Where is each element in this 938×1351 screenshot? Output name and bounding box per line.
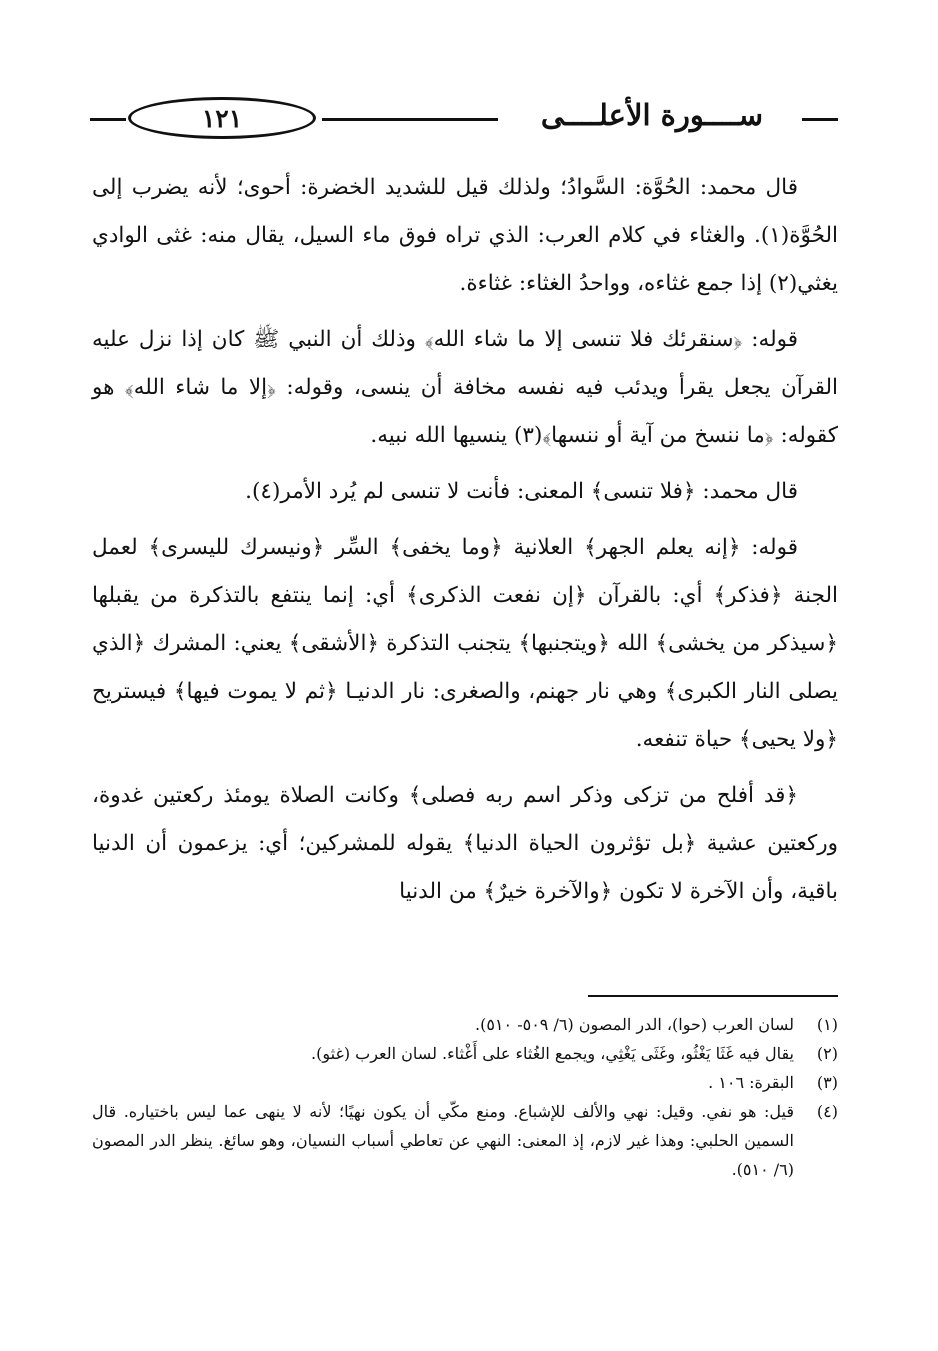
paragraph: قوله: ﴿إنه يعلم الجهر﴾ العلانية ﴿وما يخفى﴾ السِّر ﴿ونيسرك لليسرى﴾ لعمل الجنة ﴿فذكر﴾ أي: بالقرآن ﴿إن نفعت الذكرى﴾ أي: إنما ينتفع بالتذكرة من يقبلها ﴿سيذكر من يخشى﴾ الله ﴿ويتجنبها﴾ يتجنب التذكرة ﴿الأشقى﴾ يعني: المشرك ﴿الذي يصلى النار الكبرى﴾ وهي نار جهنم، والصغرى: نار الدنيـا ﴿ثم لا يموت فيها﴾ فيستريح ﴿ولا يحيى﴾ حياة تنفعه.	[92, 535, 838, 752]
header-rule-right	[802, 118, 838, 121]
page-number	[128, 97, 316, 139]
footnote-text: لسان العرب (حوا)، الدر المصون (٦/ ٥٠٩- ٥١٠).	[475, 1015, 794, 1034]
paragraph: ﴿قد أفلح من تزكى وذكر اسم ربه فصلى﴾ وكانت الصلاة يومئذ ركعتين غدوة، وركعتين عشية ﴿بل تؤثرون الحياة الدنيا﴾ يقوله للمشركين؛ أي: يزعمون أن الدنيا باقية، وأن الآخرة لا تكون ﴿والآخرة خيرٌ﴾ من الدنيا	[92, 783, 838, 904]
surah-title: ســــورة الأعلــــى	[540, 98, 764, 132]
page-header	[90, 92, 838, 146]
footnote	[92, 1068, 838, 1097]
footnote-number: (٣)	[816, 1073, 838, 1092]
header-rule-left	[90, 118, 126, 121]
page-number-text: ١٢١	[201, 103, 243, 133]
footnotes	[92, 1010, 838, 1184]
footnote	[92, 1097, 838, 1184]
footnote	[92, 1039, 838, 1068]
footnote-number: (٤)	[816, 1102, 838, 1121]
footnote	[92, 1010, 838, 1039]
body-text	[92, 164, 838, 924]
paragraph: قال محمد: ﴿فلا تنسى﴾ المعنى: فأنت لا تنسى لم يُرد الأمر(٤).	[245, 479, 798, 504]
footnote-text: البقرة: ١٠٦ .	[708, 1073, 794, 1092]
paragraph: قوله: ﴿سنقرئك فلا تنسى إلا ما شاء الله﴾ وذلك أن النبي ﷺ كان إذا نزل عليه القرآن يجعل يقرأ ويدئب فيه نفسه مخافة أن ينسى، وقوله: ﴿إلا ما شاء الله﴾ هو كقوله: ﴿ما ننسخ من آية أو ننسها﴾(٣) ينسيها الله نبيه.	[92, 327, 838, 448]
footnote-text: يقال فيه غَثَا يَغْثُو، وغَثَى يَغْثِي، ويجمع الغُثاء على أَغْثاء. لسان العرب (غثو).	[311, 1044, 794, 1063]
footnote-separator	[588, 995, 838, 997]
footnote-number: (٢)	[816, 1044, 838, 1063]
paragraph: قال محمد: الحُوَّة: السَّوادُ؛ ولذلك قيل للشديد الخضرة: أحوى؛ لأنه يضرب إلى الحُوَّة(١). والغثاء في كلام العرب: الذي تراه فوق ماء السيل، يقال منه: غثى الوادي يغثي(٢) إذا جمع غثاءه، وواحدُ الغثاء: غثاءة.	[92, 175, 838, 296]
footnote-text: قيل: هو نفي. وقيل: نهي والألف للإشباع. ومنع مكّي أن يكون نهيًا؛ لأنه لا ينهى عما ليس باختياره. قال السمين الحلبي: وهذا غير لازم، إذ المعنى: النهي عن تعاطي أسباب النسيان، وهو سائغ. ينظر الدر المصون (٦/ ٥١٠).	[92, 1102, 794, 1179]
header-rule-middle	[322, 118, 498, 121]
footnote-number: (١)	[816, 1015, 838, 1034]
